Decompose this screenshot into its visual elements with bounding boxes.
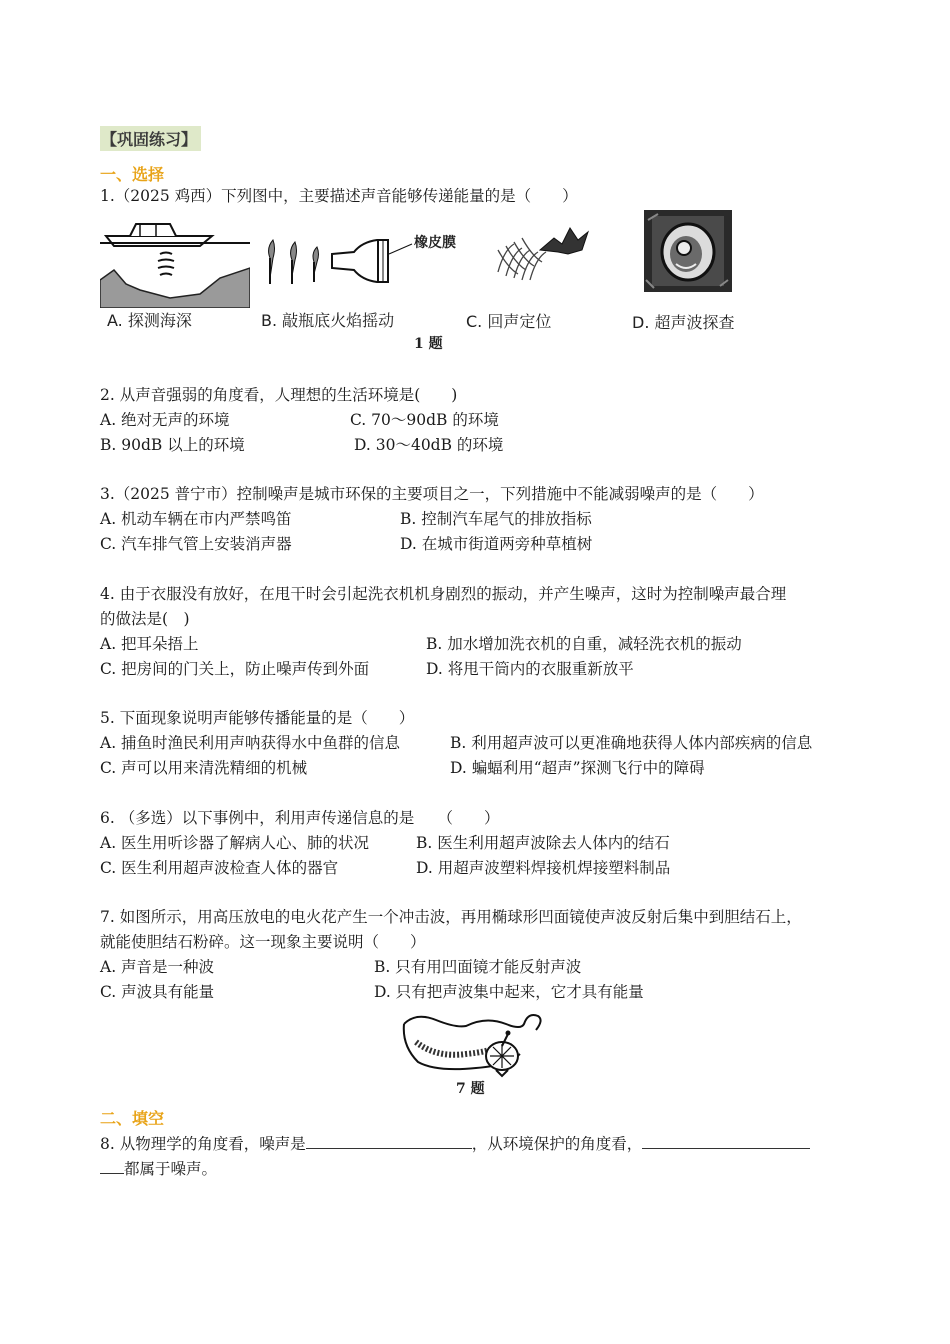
ultrasound-scan-figure xyxy=(644,210,732,292)
q8-part1: 8. 从物理学的角度看，噪声是 xyxy=(100,1135,306,1153)
q5-stem: 5. 下面现象说明声能够传播能量的是（ ） xyxy=(100,709,415,727)
q3-stem: 3.（2025 普宁市）控制噪声是城市环保的主要项目之一，下列措施中不能减弱噪声的是（ ） xyxy=(100,485,764,503)
q4-stem-line1: 4. 由于衣服没有放好，在甩干时会引起洗衣机机身剧烈的振动，并产生噪声，这时为控制噪声最合理 xyxy=(100,585,787,603)
q4-option-a: A. 把耳朵捂上 xyxy=(100,635,199,653)
boat-sonar-figure xyxy=(100,208,250,308)
section-choice-heading: 一、选择 xyxy=(100,165,165,184)
q2-option-d: D. 30～40dB 的环境 xyxy=(354,436,504,454)
q1-figure-number: 1 题 xyxy=(414,336,443,352)
q3-option-a: A. 机动车辆在市内严禁鸣笛 xyxy=(100,510,292,528)
q7-figure-number: 7 题 xyxy=(456,1081,485,1097)
q5-option-a: A. 捕鱼时渔民利用声呐获得水中鱼群的信息 xyxy=(100,734,401,752)
q6-option-d: D. 用超声波塑料焊接机焊接塑料制品 xyxy=(416,859,671,877)
q3-option-c: C. 汽车排气管上安装消声器 xyxy=(100,535,292,553)
q2-option-a: A. 绝对无声的环境 xyxy=(100,411,230,429)
q8-line1 xyxy=(100,1133,810,1154)
q7-option-c: C. 声波具有能量 xyxy=(100,983,215,1001)
rubber-membrane-label: 橡皮膜 xyxy=(414,235,456,251)
q4-stem-line2: 的做法是( ) xyxy=(100,610,190,628)
q8-blank-1[interactable] xyxy=(306,1133,472,1149)
q7-option-b: B. 只有用凹面镜才能反射声波 xyxy=(374,958,582,976)
q3-option-d: D. 在城市街道两旁种草植树 xyxy=(400,535,593,553)
q4-option-d: D. 将甩干筒内的衣服重新放平 xyxy=(426,660,634,678)
q8-blank-2b[interactable] xyxy=(100,1158,124,1174)
q7-option-a: A. 声音是一种波 xyxy=(100,958,215,976)
q2-option-b: B. 90dB 以上的环境 xyxy=(100,436,245,454)
bat-echolocation-figure xyxy=(492,220,592,290)
q6-option-a: A. 医生用听诊器了解病人心、肺的状况 xyxy=(100,834,370,852)
q7-option-d: D. 只有把声波集中起来，它才具有能量 xyxy=(374,983,644,1001)
q2-option-c: C. 70～90dB 的环境 xyxy=(350,411,499,429)
q2-stem: 2. 从声音强弱的角度看，人理想的生活环境是( ) xyxy=(100,386,458,404)
q4-option-c: C. 把房间的门关上，防止噪声传到外面 xyxy=(100,660,370,678)
q1-caption-d: D. 超声波探查 xyxy=(632,313,735,332)
q3-option-b: B. 控制汽车尾气的排放指标 xyxy=(400,510,592,528)
q7-stem-line1: 7. 如图所示，用高压放电的电火花产生一个冲击波，再用椭球形凹面镜使声波反射后集中到胆结石上， xyxy=(100,908,802,926)
q4-option-b: B. 加水增加洗衣机的自重，减轻洗衣机的振动 xyxy=(426,635,742,653)
q8-part3: 都属于噪声。 xyxy=(124,1160,218,1178)
q5-option-d: D. 蝙蝠利用“超声”探测飞行中的障碍 xyxy=(450,759,705,777)
q8-blank-2a[interactable] xyxy=(642,1133,810,1149)
q1-caption-b: B. 敲瓶底火焰摇动 xyxy=(261,311,395,330)
q7-stem-line2: 就能使胆结石粉碎。这一现象主要说明（ ） xyxy=(100,933,426,951)
q6-option-b: B. 医生利用超声波除去人体内的结石 xyxy=(416,834,670,852)
q1-caption-c: C. 回声定位 xyxy=(466,312,552,331)
q6-stem: 6. （多选）以下事例中，利用声传递信息的是 （ ） xyxy=(100,809,500,827)
q1-stem: 1.（2025 鸡西）下列图中，主要描述声音能够传递能量的是（ ） xyxy=(100,187,578,205)
q8-part2: ，从环境保护的角度看， xyxy=(471,1135,643,1153)
q1-caption-a: A. 探测海深 xyxy=(107,311,192,330)
q8-line2 xyxy=(100,1158,217,1179)
q6-option-c: C. 医生利用超声波检查人体的器官 xyxy=(100,859,339,877)
section-fill-heading: 二、填空 xyxy=(100,1109,165,1128)
q5-option-b: B. 利用超声波可以更准确地获得人体内部疾病的信息 xyxy=(450,734,813,752)
lithotripsy-figure xyxy=(396,1006,546,1078)
q5-option-c: C. 声可以用来清洗精细的机械 xyxy=(100,759,308,777)
exercise-header-tag: 【巩固练习】 xyxy=(100,126,201,151)
